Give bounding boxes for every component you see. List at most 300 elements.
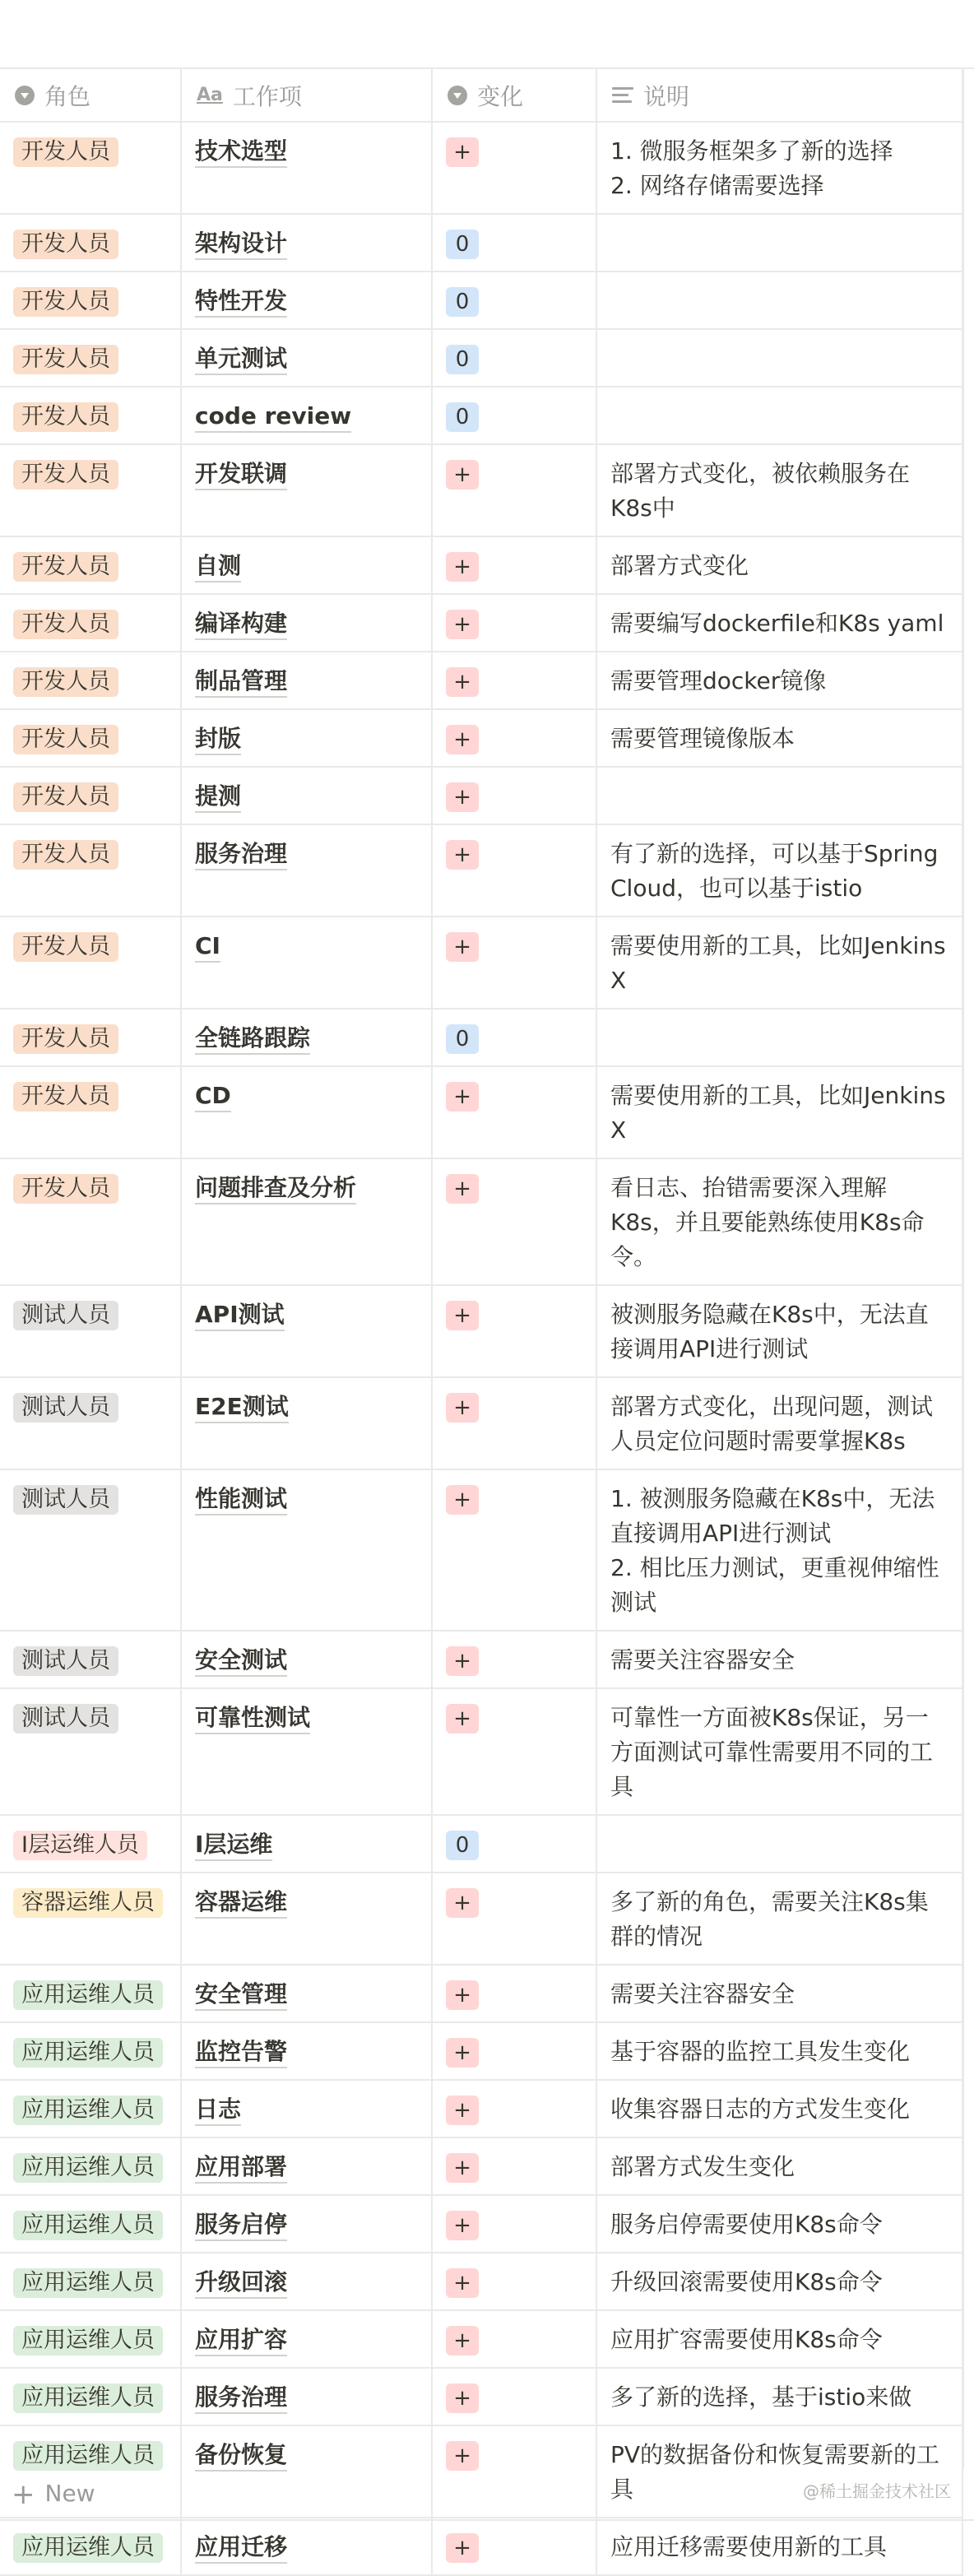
change-tag: +: [446, 782, 479, 812]
desc-cell[interactable]: [596, 329, 962, 387]
table-row[interactable]: [0, 2368, 962, 2425]
role-tag: 应用运维人员: [13, 2441, 163, 2471]
desc-text: 1. 微服务框架多了新的选择 2. 网络存储需要选择: [610, 137, 893, 199]
change-cell[interactable]: [432, 1158, 596, 1285]
role-cell[interactable]: [0, 214, 181, 272]
item-cell[interactable]: [181, 444, 432, 536]
item-title[interactable]: 单元测试: [195, 344, 287, 375]
change-cell[interactable]: [432, 1285, 596, 1377]
desc-cell[interactable]: [596, 1688, 962, 1815]
table-row[interactable]: [0, 2195, 962, 2253]
change-cell[interactable]: [432, 1469, 596, 1631]
desc-cell[interactable]: [596, 1066, 962, 1158]
desc-text: 有了新的选择，可以基于Spring Cloud，也可以基于istio: [610, 840, 939, 902]
desc-cell[interactable]: [596, 536, 962, 594]
role-cell[interactable]: [0, 2368, 181, 2425]
role-cell[interactable]: [0, 1965, 181, 2022]
role-tag: 应用运维人员: [13, 2038, 163, 2068]
desc-cell[interactable]: [596, 652, 962, 709]
item-title[interactable]: 容器运维: [195, 1887, 287, 1919]
item-title[interactable]: 应用扩容: [195, 2325, 287, 2356]
role-tag: 开发人员: [13, 1174, 118, 1204]
item-cell[interactable]: [181, 709, 432, 767]
change-cell[interactable]: [432, 1873, 596, 1965]
desc-text: 需要使用新的工具，比如Jenkins X: [610, 1082, 946, 1144]
item-cell[interactable]: [181, 1631, 432, 1688]
role-cell[interactable]: [0, 1377, 181, 1469]
table-row[interactable]: [0, 594, 962, 652]
change-cell[interactable]: [432, 387, 596, 444]
table-row[interactable]: [0, 329, 962, 387]
item-cell[interactable]: [181, 2080, 432, 2137]
item-cell[interactable]: [181, 917, 432, 1009]
change-cell[interactable]: [432, 444, 596, 536]
desc-cell[interactable]: [596, 2253, 962, 2310]
desc-cell[interactable]: [596, 1009, 962, 1066]
change-cell[interactable]: [432, 1815, 596, 1873]
table-row[interactable]: [0, 2310, 962, 2368]
change-cell[interactable]: [432, 2310, 596, 2368]
role-cell[interactable]: [0, 1285, 181, 1377]
table-row[interactable]: [0, 1066, 962, 1158]
desc-cell[interactable]: [596, 2368, 962, 2425]
change-cell[interactable]: [432, 2518, 596, 2575]
desc-cell[interactable]: [596, 2518, 962, 2575]
header-row: [0, 69, 962, 122]
change-cell[interactable]: [432, 767, 596, 824]
item-title[interactable]: 开发联调: [195, 459, 287, 490]
role-tag: 开发人员: [13, 287, 118, 317]
item-cell[interactable]: [181, 2022, 432, 2080]
table-row[interactable]: [0, 1285, 962, 1377]
new-row-label: New: [44, 2480, 95, 2507]
desc-text: 1. 被测服务隐藏在K8s中，无法 直接调用API进行测试 2. 相比压力测试，更重视伸缩性 测试: [610, 1485, 939, 1616]
table-row[interactable]: [0, 444, 962, 536]
role-cell[interactable]: [0, 1009, 181, 1066]
change-cell[interactable]: [432, 1377, 596, 1469]
desc-cell[interactable]: [596, 387, 962, 444]
role-cell[interactable]: [0, 1631, 181, 1688]
change-tag: +: [446, 137, 479, 167]
role-cell[interactable]: [0, 1158, 181, 1285]
item-cell[interactable]: [181, 824, 432, 917]
role-cell[interactable]: [0, 122, 181, 214]
role-cell[interactable]: [0, 824, 181, 917]
role-cell[interactable]: [0, 2518, 181, 2575]
change-tag: +: [446, 932, 479, 962]
role-cell[interactable]: [0, 272, 181, 329]
watermark: @稀土掘金技术社区: [803, 2481, 951, 2501]
change-tag: +: [446, 2096, 479, 2125]
item-cell[interactable]: [181, 1066, 432, 1158]
item-cell[interactable]: [181, 1815, 432, 1873]
role-cell[interactable]: [0, 536, 181, 594]
change-tag: +: [446, 1980, 479, 2010]
item-cell[interactable]: [181, 2137, 432, 2195]
change-tag: 0: [446, 230, 479, 259]
role-cell[interactable]: [0, 2022, 181, 2080]
role-cell[interactable]: [0, 2253, 181, 2310]
desc-cell[interactable]: [596, 2310, 962, 2368]
table-row[interactable]: [0, 917, 962, 1009]
top-toolbar: [0, 0, 974, 69]
change-tag: +: [446, 1082, 479, 1112]
item-title[interactable]: 特性开发: [195, 286, 287, 318]
item-cell[interactable]: [181, 214, 432, 272]
change-tag: +: [446, 1174, 479, 1204]
item-cell[interactable]: [181, 272, 432, 329]
change-cell[interactable]: [432, 709, 596, 767]
change-cell[interactable]: [432, 536, 596, 594]
table-row[interactable]: [0, 1009, 962, 1066]
item-cell[interactable]: [181, 2310, 432, 2368]
item-title[interactable]: 应用部署: [195, 2152, 287, 2184]
column-header-change[interactable]: [432, 69, 596, 122]
table-row[interactable]: [0, 214, 962, 272]
table-row[interactable]: [0, 1469, 962, 1631]
table-row[interactable]: [0, 2080, 962, 2137]
item-title[interactable]: 技术选型: [195, 137, 287, 168]
role-tag: 开发人员: [13, 1082, 118, 1112]
role-tag: 开发人员: [13, 667, 118, 697]
change-cell[interactable]: [432, 652, 596, 709]
change-cell[interactable]: [432, 1009, 596, 1066]
desc-text: 需要编写dockerfile和K8s yaml: [610, 610, 944, 637]
table-row[interactable]: [0, 1158, 962, 1285]
table-row[interactable]: [0, 1815, 962, 1873]
item-title[interactable]: 安全测试: [195, 1645, 287, 1677]
change-tag: +: [446, 2383, 479, 2413]
role-tag: 开发人员: [13, 725, 118, 754]
change-tag: 0: [446, 1024, 479, 1054]
desc-cell[interactable]: [596, 2195, 962, 2253]
desc-text: 需要关注容器安全: [610, 1980, 795, 2007]
role-tag: 测试人员: [13, 1393, 118, 1423]
item-title[interactable]: CD: [195, 1081, 231, 1112]
desc-text: 升级回滚需要使用K8s命令: [610, 2268, 883, 2295]
change-cell[interactable]: [432, 214, 596, 272]
change-cell[interactable]: [432, 917, 596, 1009]
role-cell[interactable]: [0, 767, 181, 824]
item-cell[interactable]: [181, 536, 432, 594]
table-row[interactable]: [0, 1688, 962, 1815]
role-cell[interactable]: [0, 709, 181, 767]
desc-cell[interactable]: [596, 709, 962, 767]
item-title[interactable]: code review: [195, 401, 351, 433]
table-row[interactable]: [0, 387, 962, 444]
item-title[interactable]: API测试: [195, 1300, 285, 1331]
item-title[interactable]: 监控告警: [195, 2037, 287, 2068]
desc-cell[interactable]: [596, 824, 962, 917]
column-header-role[interactable]: [0, 69, 181, 122]
change-tag: +: [446, 2211, 479, 2240]
table-row[interactable]: [0, 2253, 962, 2310]
change-cell[interactable]: [432, 122, 596, 214]
change-tag: +: [446, 552, 479, 582]
item-title[interactable]: 应用迁移: [195, 2532, 287, 2564]
change-cell[interactable]: [432, 1965, 596, 2022]
change-cell[interactable]: [432, 594, 596, 652]
role-tag: 开发人员: [13, 460, 118, 490]
item-title[interactable]: 服务启停: [195, 2210, 287, 2241]
role-cell[interactable]: [0, 2080, 181, 2137]
item-title[interactable]: 架构设计: [195, 229, 287, 260]
desc-cell[interactable]: [596, 2080, 962, 2137]
role-cell[interactable]: [0, 2195, 181, 2253]
role-cell[interactable]: [0, 1815, 181, 1873]
change-tag: 0: [446, 345, 479, 374]
desc-text: 需要关注容器安全: [610, 1646, 795, 1673]
change-cell[interactable]: [432, 2368, 596, 2425]
item-cell[interactable]: [181, 1285, 432, 1377]
item-title[interactable]: 服务治理: [195, 839, 287, 870]
item-cell[interactable]: [181, 767, 432, 824]
item-cell[interactable]: [181, 2195, 432, 2253]
change-tag: 0: [446, 287, 479, 317]
desc-cell[interactable]: [596, 122, 962, 214]
column-header-label: 说明: [643, 82, 690, 110]
desc-cell[interactable]: [596, 1469, 962, 1631]
change-tag: +: [446, 840, 479, 870]
item-title[interactable]: 服务治理: [195, 2383, 287, 2414]
change-tag: +: [446, 1646, 479, 1676]
desc-text: 部署方式发生变化: [610, 2153, 795, 2180]
role-tag: 开发人员: [13, 230, 118, 259]
role-cell[interactable]: [0, 329, 181, 387]
change-tag: +: [446, 1301, 479, 1330]
item-title[interactable]: I层运维: [195, 1830, 272, 1861]
role-tag: 开发人员: [13, 610, 118, 639]
new-row-button[interactable]: [12, 2476, 95, 2512]
desc-cell[interactable]: [596, 1815, 962, 1873]
role-cell[interactable]: [0, 1469, 181, 1631]
table-row[interactable]: [0, 1377, 962, 1469]
desc-cell[interactable]: [596, 917, 962, 1009]
change-tag: 0: [446, 1831, 479, 1860]
item-cell[interactable]: [181, 1688, 432, 1815]
item-cell[interactable]: [181, 2253, 432, 2310]
select-icon: [15, 86, 35, 105]
item-title[interactable]: 编译构建: [195, 609, 287, 640]
table-row[interactable]: [0, 1873, 962, 1965]
item-cell[interactable]: [181, 2368, 432, 2425]
role-tag: 开发人员: [13, 1024, 118, 1054]
title-icon: Aa: [197, 84, 223, 105]
change-cell[interactable]: [432, 1688, 596, 1815]
item-cell[interactable]: [181, 1377, 432, 1469]
desc-cell[interactable]: [596, 1285, 962, 1377]
role-tag: 开发人员: [13, 552, 118, 582]
desc-cell[interactable]: [596, 767, 962, 824]
desc-text: 部署方式变化，出现问题，测试 人员定位问题时需要掌握K8s: [610, 1393, 934, 1455]
role-tag: 开发人员: [13, 137, 118, 167]
item-title[interactable]: 升级回滚: [195, 2267, 287, 2299]
change-tag: +: [446, 1393, 479, 1423]
desc-text: 收集容器日志的方式发生变化: [610, 2096, 911, 2123]
change-tag: +: [446, 1888, 479, 1918]
desc-text: 部署方式变化，被依赖服务在 K8s中: [610, 460, 911, 522]
table-row[interactable]: [0, 272, 962, 329]
desc-text: 服务启停需要使用K8s命令: [610, 2211, 883, 2238]
table-row[interactable]: [0, 824, 962, 917]
role-cell[interactable]: [0, 2310, 181, 2368]
change-cell[interactable]: [432, 2022, 596, 2080]
table-row[interactable]: [0, 536, 962, 594]
item-title[interactable]: 安全管理: [195, 1980, 287, 2011]
change-tag: +: [446, 2441, 479, 2471]
table-row[interactable]: [0, 2137, 962, 2195]
role-cell[interactable]: [0, 1066, 181, 1158]
desc-cell[interactable]: [596, 2022, 962, 2080]
database-table: [0, 69, 963, 2576]
change-tag: +: [446, 2533, 479, 2563]
plus-icon: +: [12, 2478, 35, 2511]
column-header-label: 变化: [477, 82, 524, 110]
change-tag: +: [446, 2268, 479, 2298]
role-tag: 开发人员: [13, 782, 118, 812]
desc-text: 多了新的选择，基于istio来做: [610, 2383, 912, 2411]
item-title[interactable]: 日志: [195, 2095, 241, 2126]
desc-cell[interactable]: [596, 1158, 962, 1285]
item-cell[interactable]: [181, 652, 432, 709]
role-tag: 测试人员: [13, 1301, 118, 1330]
change-cell[interactable]: [432, 1631, 596, 1688]
text-icon: [612, 87, 633, 104]
item-cell[interactable]: [181, 1469, 432, 1631]
table-row[interactable]: [0, 2022, 962, 2080]
role-tag: 开发人员: [13, 402, 118, 432]
change-tag: +: [446, 1485, 479, 1515]
table-row[interactable]: [0, 1631, 962, 1688]
table-edge-column: [962, 69, 974, 2468]
role-tag: 应用运维人员: [13, 2533, 163, 2563]
role-cell[interactable]: [0, 652, 181, 709]
change-tag: +: [446, 2326, 479, 2356]
role-tag: 应用运维人员: [13, 2268, 163, 2298]
role-cell[interactable]: [0, 444, 181, 536]
change-cell[interactable]: [432, 2080, 596, 2137]
item-title[interactable]: 备份恢复: [195, 2440, 287, 2472]
item-title[interactable]: 全链路跟踪: [195, 1023, 310, 1055]
table-row[interactable]: [0, 1965, 962, 2022]
item-title[interactable]: 制品管理: [195, 666, 287, 698]
item-cell[interactable]: [181, 329, 432, 387]
item-cell[interactable]: [181, 1965, 432, 2022]
column-header-item[interactable]: [181, 69, 432, 122]
desc-text: 部署方式变化: [610, 552, 749, 579]
table-row[interactable]: [0, 652, 962, 709]
change-cell[interactable]: [432, 2253, 596, 2310]
role-tag: 开发人员: [13, 345, 118, 374]
item-title[interactable]: CI: [195, 931, 220, 963]
item-cell[interactable]: [181, 1158, 432, 1285]
role-cell[interactable]: [0, 917, 181, 1009]
item-title[interactable]: 可靠性测试: [195, 1703, 310, 1734]
change-tag: +: [446, 2153, 479, 2183]
desc-cell[interactable]: [596, 1873, 962, 1965]
role-tag: 开发人员: [13, 932, 118, 962]
change-cell[interactable]: [432, 329, 596, 387]
desc-text: 需要管理docker镜像: [610, 667, 827, 694]
item-title[interactable]: 问题排查及分析: [195, 1173, 356, 1204]
desc-cell[interactable]: [596, 1631, 962, 1688]
change-tag: 0: [446, 402, 479, 432]
table-row[interactable]: [0, 122, 962, 214]
role-tag: 测试人员: [13, 1646, 118, 1676]
role-tag: 开发人员: [13, 840, 118, 870]
desc-cell[interactable]: [596, 594, 962, 652]
desc-text: PV的数据备份和恢复需要新的工 具: [610, 2441, 940, 2503]
desc-text: 多了新的角色，需要关注K8s集 群的情况: [610, 1888, 929, 1950]
role-cell[interactable]: [0, 1688, 181, 1815]
item-cell[interactable]: [181, 1009, 432, 1066]
role-cell[interactable]: [0, 1873, 181, 1965]
change-cell[interactable]: [432, 272, 596, 329]
item-cell[interactable]: [181, 1873, 432, 1965]
select-icon: [448, 86, 467, 105]
change-tag: +: [446, 460, 479, 490]
change-cell[interactable]: [432, 2195, 596, 2253]
desc-text: 需要使用新的工具，比如Jenkins X: [610, 932, 946, 994]
desc-text: 应用迁移需要使用新的工具: [610, 2533, 888, 2560]
role-cell[interactable]: [0, 594, 181, 652]
column-header-desc[interactable]: [596, 69, 962, 122]
item-cell[interactable]: [181, 594, 432, 652]
role-tag: 应用运维人员: [13, 2211, 163, 2240]
change-cell[interactable]: [432, 824, 596, 917]
role-cell[interactable]: [0, 2137, 181, 2195]
table-row[interactable]: [0, 709, 962, 767]
desc-text: 看日志、抬错需要深入理解 K8s，并且要能熟练使用K8s命 令。: [610, 1174, 925, 1270]
table-body: [0, 122, 962, 2575]
role-tag: 应用运维人员: [13, 2153, 163, 2183]
role-cell[interactable]: [0, 387, 181, 444]
change-tag: +: [446, 725, 479, 754]
desc-cell[interactable]: [596, 272, 962, 329]
role-tag: 容器运维人员: [13, 1888, 163, 1918]
item-title[interactable]: E2E测试: [195, 1392, 289, 1423]
item-cell[interactable]: [181, 387, 432, 444]
change-cell[interactable]: [432, 1066, 596, 1158]
change-tag: +: [446, 610, 479, 639]
desc-text: 被测服务隐藏在K8s中，无法直 接调用API进行测试: [610, 1301, 929, 1362]
item-title[interactable]: 提测: [195, 782, 241, 813]
item-title[interactable]: 性能测试: [195, 1484, 287, 1515]
desc-cell[interactable]: [596, 1965, 962, 2022]
role-tag: 应用运维人员: [13, 1980, 163, 2010]
table-row[interactable]: [0, 2518, 962, 2575]
role-tag: 应用运维人员: [13, 2383, 163, 2413]
role-tag: 测试人员: [13, 1485, 118, 1515]
change-cell[interactable]: [432, 2137, 596, 2195]
desc-cell[interactable]: [596, 214, 962, 272]
desc-text: 应用扩容需要使用K8s命令: [610, 2326, 883, 2353]
role-tag: 应用运维人员: [13, 2096, 163, 2125]
desc-cell[interactable]: [596, 1377, 962, 1469]
change-tag: +: [446, 2038, 479, 2068]
desc-cell[interactable]: [596, 2137, 962, 2195]
item-cell[interactable]: [181, 122, 432, 214]
item-cell[interactable]: [181, 2518, 432, 2575]
item-title[interactable]: 封版: [195, 724, 241, 755]
item-title[interactable]: 自测: [195, 551, 241, 583]
role-tag: I层运维人员: [13, 1831, 147, 1860]
desc-cell[interactable]: [596, 444, 962, 536]
change-tag: +: [446, 1704, 479, 1734]
desc-text: 可靠性一方面被K8s保证，另一 方面测试可靠性需要用不同的工 具: [610, 1704, 934, 1800]
role-tag: 测试人员: [13, 1704, 118, 1734]
table-row[interactable]: [0, 767, 962, 824]
